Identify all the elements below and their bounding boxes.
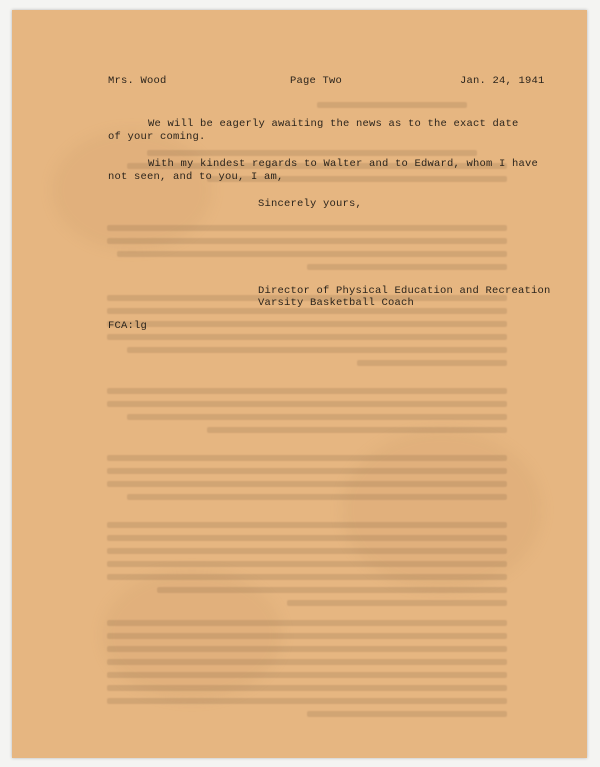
body-paragraph-2-line-1: With my kindest regards to Walter and to Edward, whom I have	[148, 158, 539, 170]
body-paragraph-1-line-2: of your coming.	[108, 131, 206, 143]
letter-date: Jan. 24, 1941	[460, 75, 545, 87]
paper-stain	[52, 130, 212, 250]
closing: Sincerely yours,	[258, 198, 363, 210]
signature-title-line-2: Varsity Basketball Coach	[258, 297, 415, 309]
body-paragraph-2-line-2: not seen, and to you, I am,	[108, 171, 284, 183]
signature-title-line-1: Director of Physical Education and Recreation	[258, 285, 551, 297]
paper-stain	[342, 430, 542, 590]
reference-initials: FCA:lg	[108, 320, 148, 332]
letter-page	[12, 10, 587, 758]
paper-stain	[102, 570, 282, 700]
body-paragraph-1-line-1: We will be eagerly awaiting the news as to the exact date	[148, 118, 519, 130]
page-number: Page Two	[290, 75, 343, 87]
recipient-name: Mrs. Wood	[108, 75, 167, 87]
